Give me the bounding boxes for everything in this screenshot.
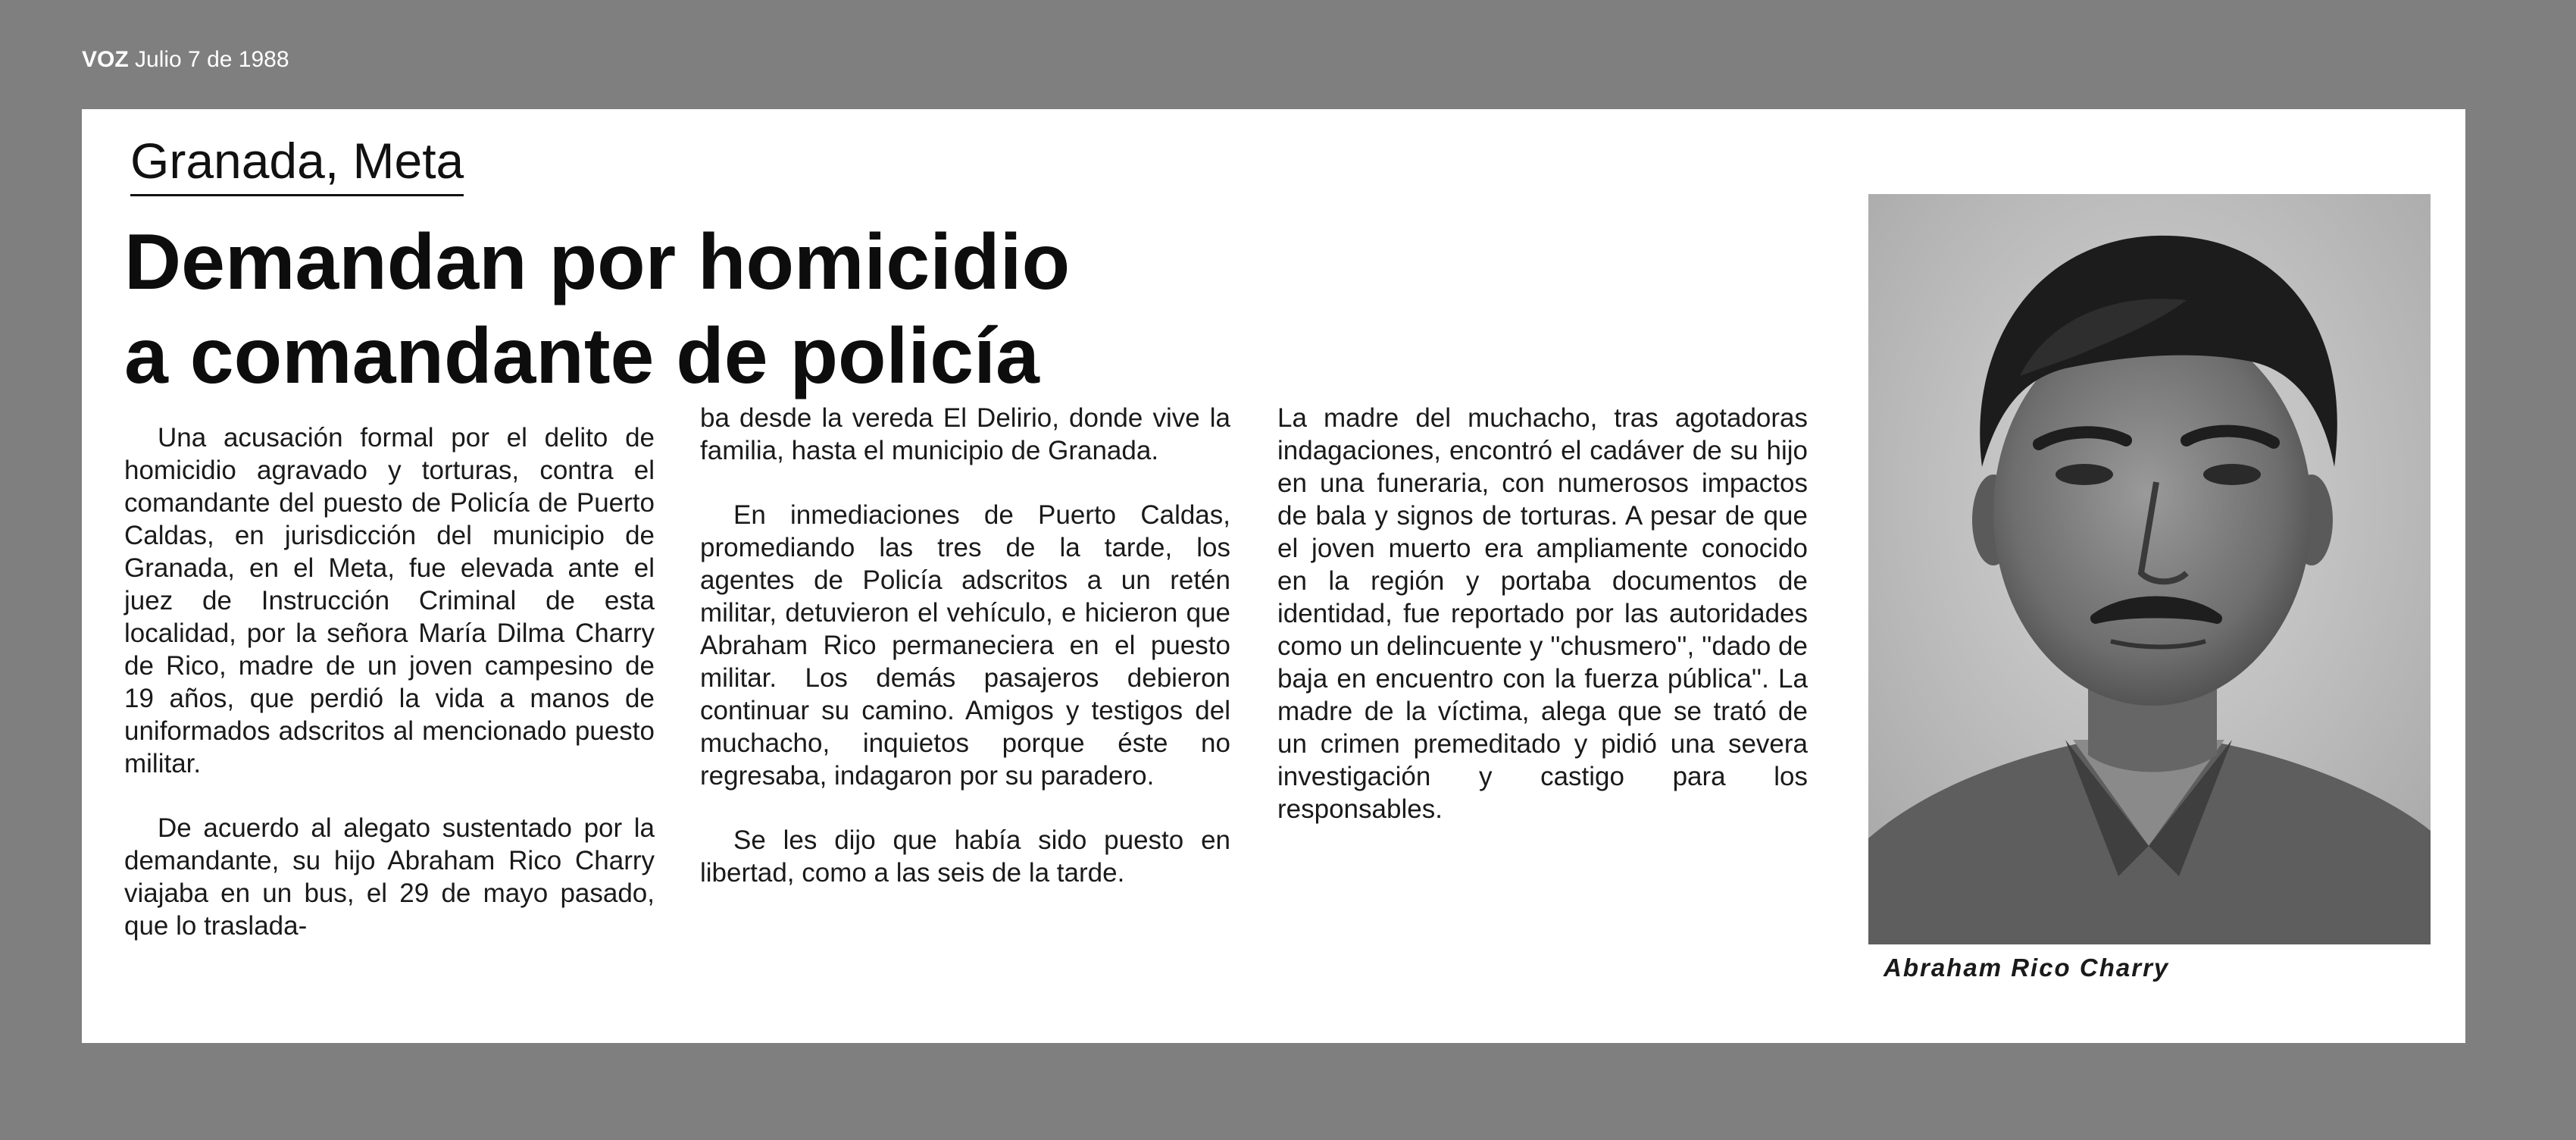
portrait-illustration	[1868, 194, 2431, 944]
article-dateline: Granada, Meta	[130, 132, 464, 196]
newspaper-clipping	[82, 109, 2465, 1043]
clipping-source-caption	[82, 47, 289, 73]
paragraph: Se les dijo que había sido puesto en libertad, como a las seis de la tarde.	[700, 825, 1230, 888]
publication-name: VOZ	[82, 47, 129, 72]
article-headline	[124, 215, 1070, 403]
headline-line-1: Demandan por homicidio	[124, 218, 1071, 306]
photo-caption: Abraham Rico Charry	[1884, 954, 2170, 982]
paragraph: De acuerdo al alegato sustentado por la demandante, su hijo Abraham Rico Charry viajaba en un bus, el 29 de mayo pasado, que lo traslada-	[124, 813, 655, 941]
headline-line-2: a comandante de policía	[124, 312, 1039, 400]
article-column-2	[700, 402, 1230, 889]
paragraph: Una acusación formal por el delito de homicidio agravado y torturas, contra el comandante del puesto de Policía de Puerto Caldas, en jurisdicción del municipio de Granada, en el Meta, fue elevada ante el juez de Instrucción Criminal de esta localidad, por la señora María Dilma Charry de Rico, madre de un joven campesino de 19 años, que perdió la vida a manos de uniformados adscritos al mencionado puesto militar.	[124, 423, 655, 778]
article-column-1	[124, 421, 655, 942]
article-column-3	[1277, 402, 1808, 825]
portrait-photo	[1868, 194, 2431, 944]
paragraph: La madre del muchacho, tras agotadoras indagaciones, encontró el cadáver de su hijo en una funeraria, con numerosos impactos de bala y signos de torturas. A pesar de que el joven muerto era ampliamente conocido en la región y portaba documentos de identidad, fue reportado por las autoridades como un delincuente y ''chusmero'', ''dado de baja en encuentro con la fuerza pública''. La madre de la víctima, alega que se trató de un crimen premeditado y pidió una severa investigación y castigo para los responsables.	[1277, 403, 1808, 824]
paragraph: ba desde la vereda El Delirio, donde vive la familia, hasta el municipio de Granada.	[700, 403, 1230, 465]
paragraph: En inmediaciones de Puerto Caldas, promediando las tres de la tarde, los agentes de Policía adscritos a un retén militar, detuvieron el vehículo, e hicieron que Abraham Rico permaneciera en el puesto militar. Los demás pasajeros debieron continuar su camino. Amigos y testigos del muchacho, inquietos porque éste no regresaba, indagaron por su paradero.	[700, 500, 1230, 791]
publication-date: Julio 7 de 1988	[135, 47, 289, 72]
